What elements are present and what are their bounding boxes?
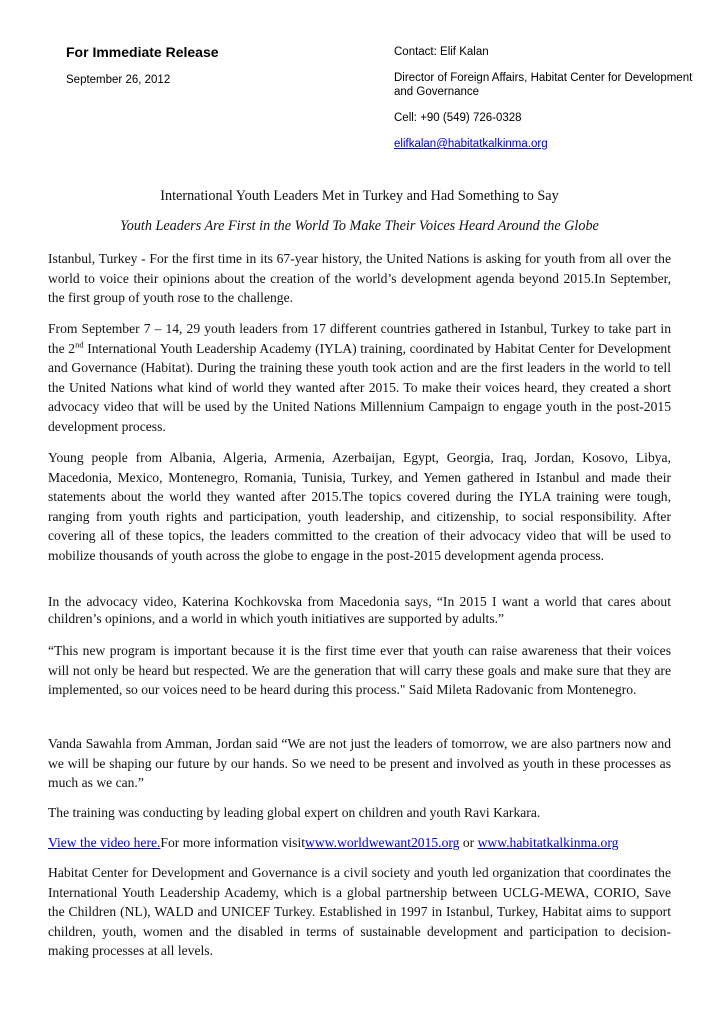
ordinal-suffix: nd <box>75 338 84 349</box>
release-date: September 26, 2012 <box>66 74 171 86</box>
paragraph-quote-vanda: Vanda Sawahla from Amman, Jordan said “We are not just the leaders of tomorrow, we are also partners now and we will be shaping our future by our hands. So we need to be present and involved as youth in these processes as much as we can.” <box>48 736 671 790</box>
habitat-link[interactable]: www.habitatkalkinma.org <box>477 835 619 850</box>
paragraph-academy-text-2: International Youth Leadership Academy (IYLA) training, coordinated by Habitat Center for Development and Governance (Habitat). During the training these youth took action and are the first leaders in the world to tell the United Nations what kind of world they wanted after 2015. To make their voices heard, they created a short advocacy video that will be used by the United Nations Millennium Campaign to engage youth in the post-2015 development process. <box>48 340 671 434</box>
contact-title: Director of Foreign Affairs, Habitat Center for Development and Governance <box>394 72 693 98</box>
paragraph-quote-katerina: In the advocacy video, Katerina Kochkovska from Macedonia says, “In 2015 I want a world that cares about children’s opinions, and a world in which youth initiatives are supported by adults.” <box>48 594 671 626</box>
paragraph-academy-text-1: From September 7 – 14, 29 youth leaders from 17 different countries gathered in Istanbul, Turkey to take part in the 2 <box>48 321 671 356</box>
contact-email-link[interactable]: elifkalan@habitatkalkinma.org <box>394 138 548 150</box>
paragraph-quote-mileta: “This new program is important because it is the first time ever that youth can raise awareness that their voices will not only be heard but respected. We are the generation that will carry these goals and make sure that they are implemented, so our voices need to be heard during this process." Said Mileta Radovanic from Montenegro. <box>48 643 671 697</box>
paragraph-intro: Istanbul, Turkey - For the first time in its 67-year history, the United Nations is asking for youth from all over the world to voice their opinions about the creation of the world’s development agenda beyond 2015.In September, the first group of youth rose to the challenge. <box>48 251 671 305</box>
paragraph-countries: Young people from Albania, Algeria, Armenia, Azerbaijan, Egypt, Georgia, Iraq, Jordan, Kosovo, Libya, Macedonia, Mexico, Montenegro, Romania, Tunisia, Turkey, and Yemen gathered in Istanbul and made their statements about the world they wanted after 2015.The topics covered during the IYLA training were tough, ranging from youth rights and participation, youth leadership, and citizenship, to social responsibility. After covering all of these topics, the leaders committed to the creation of their advocacy video that will be used to mobilize thousands of youth across the globe to engage in the post-2015 development agenda process. <box>48 450 671 563</box>
paragraph-about-habitat: Habitat Center for Development and Governance is a civil society and youth led organization that coordinates the International Youth Leadership Academy, which is a global partnership between UCLG-MEWA, CORIO, Save the Children (NL), WALD and UNICEF Turkey. Established in 1997 in Istanbul, Turkey, Habitat aims to support children, youth, women and the disabled in terms of sustainable development and participation to decision-making processes at all levels. <box>48 865 671 958</box>
paragraph-academy <box>48 319 671 436</box>
subheadline: Youth Leaders Are First in the World To Make Their Voices Heard Around the Globe <box>120 218 599 234</box>
more-info-text: For more information visit <box>160 835 306 850</box>
contact-name: Contact: Elif Kalan <box>394 46 489 58</box>
video-link[interactable]: View the video here. <box>48 835 161 850</box>
worldwewant-link[interactable]: www.worldwewant2015.org <box>305 835 460 850</box>
contact-cell: Cell: +90 (549) 726-0328 <box>394 112 522 124</box>
paragraph-training: The training was conducting by leading global expert on children and youth Ravi Karkara. <box>48 805 541 820</box>
or-text: or <box>459 835 478 850</box>
paragraph-links <box>48 833 671 853</box>
headline: International Youth Leaders Met in Turkey and Had Something to Say <box>160 188 559 204</box>
release-label: For Immediate Release <box>66 44 219 60</box>
